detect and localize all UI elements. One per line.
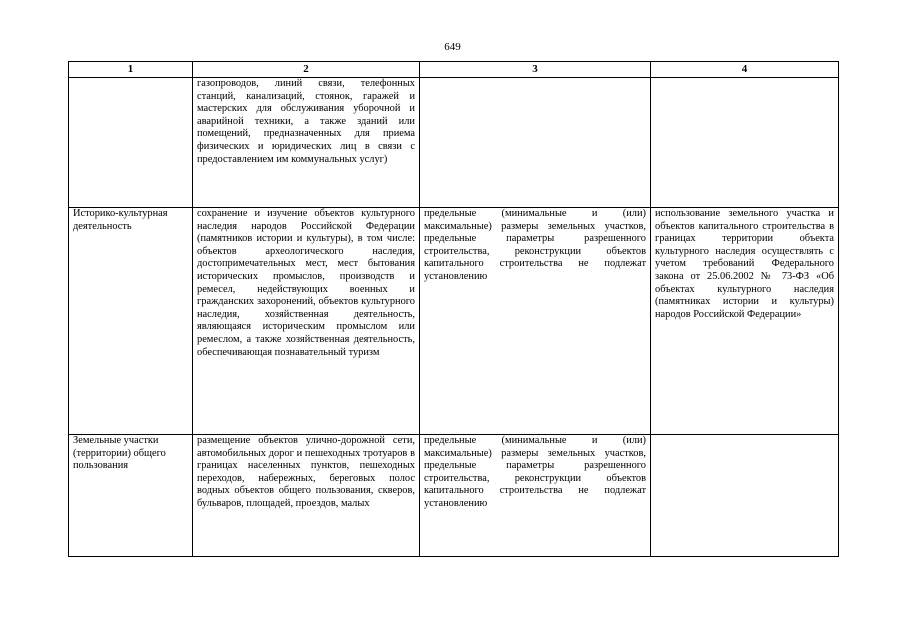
table-row xyxy=(69,208,839,435)
table-header-row xyxy=(69,62,839,78)
table-row xyxy=(69,78,839,208)
column-header-3: 3 xyxy=(420,62,651,78)
use-description-cell: сохранение и изучение объектов культурного наследия народов Российской Федерации (памятников истории и культуры), в том числе: объектов археологического наследия, достопримечательных мест, мест бытования исторических промыслов, производств и ремесел, недействующих военных и гражданских захоронений, объектов культурного наследия, хозяйственная деятельность, являющаяся историческим промыслом или ремеслом, а также хозяйственная деятельность, обеспечивающая познавательный туризм xyxy=(193,208,420,435)
restrictions-cell xyxy=(651,435,839,557)
use-description-cell: газопроводов, линий связи, телефонных станций, канализаций, стоянок, гаражей и мастерских для обслуживания уборочной и аварийной техники, а также зданий или помещений, предназначенных для приема физических и юридических лиц в связи с предоставлением им коммунальных услуг) xyxy=(193,78,420,208)
parameters-cell xyxy=(420,78,651,208)
zoning-table xyxy=(68,61,839,557)
page-number: 649 xyxy=(444,41,461,53)
column-header-4: 4 xyxy=(651,62,839,78)
column-header-1: 1 xyxy=(69,62,193,78)
restrictions-cell xyxy=(651,78,839,208)
column-header-2: 2 xyxy=(193,62,420,78)
restrictions-cell: использование земельного участка и объектов капитального строительства в границах территории объекта культурного наследия осуществлять с учетом требований Федерального закона от 25.06.2002 № 73-ФЗ «Об объектах культурного наследия (памятниках истории и культуры) народов Российской Федерации» xyxy=(651,208,839,435)
use-type-cell: Историко-культурная деятельность xyxy=(69,208,193,435)
use-description-cell: размещение объектов улично-дорожной сети, автомобильных дорог и пешеходных тротуаров в границах населенных пунктов, пешеходных переходов, набережных, береговых полос водных объектов общего пользования, скверов, бульваров, площадей, проездов, малых xyxy=(193,435,420,557)
table-row xyxy=(69,435,839,557)
parameters-cell: предельные (минимальные и (или) максимальные) размеры земельных участков, предельные параметры разрешенного строительства, реконструкции объектов капитального строительства не подлежат установлению xyxy=(420,435,651,557)
use-type-cell xyxy=(69,78,193,208)
use-type-cell: Земельные участки (территории) общего пользования xyxy=(69,435,193,557)
parameters-cell: предельные (минимальные и (или) максимальные) размеры земельных участков, предельные параметры разрешенного строительства, реконструкции объектов капитального строительства не подлежат установлению xyxy=(420,208,651,435)
